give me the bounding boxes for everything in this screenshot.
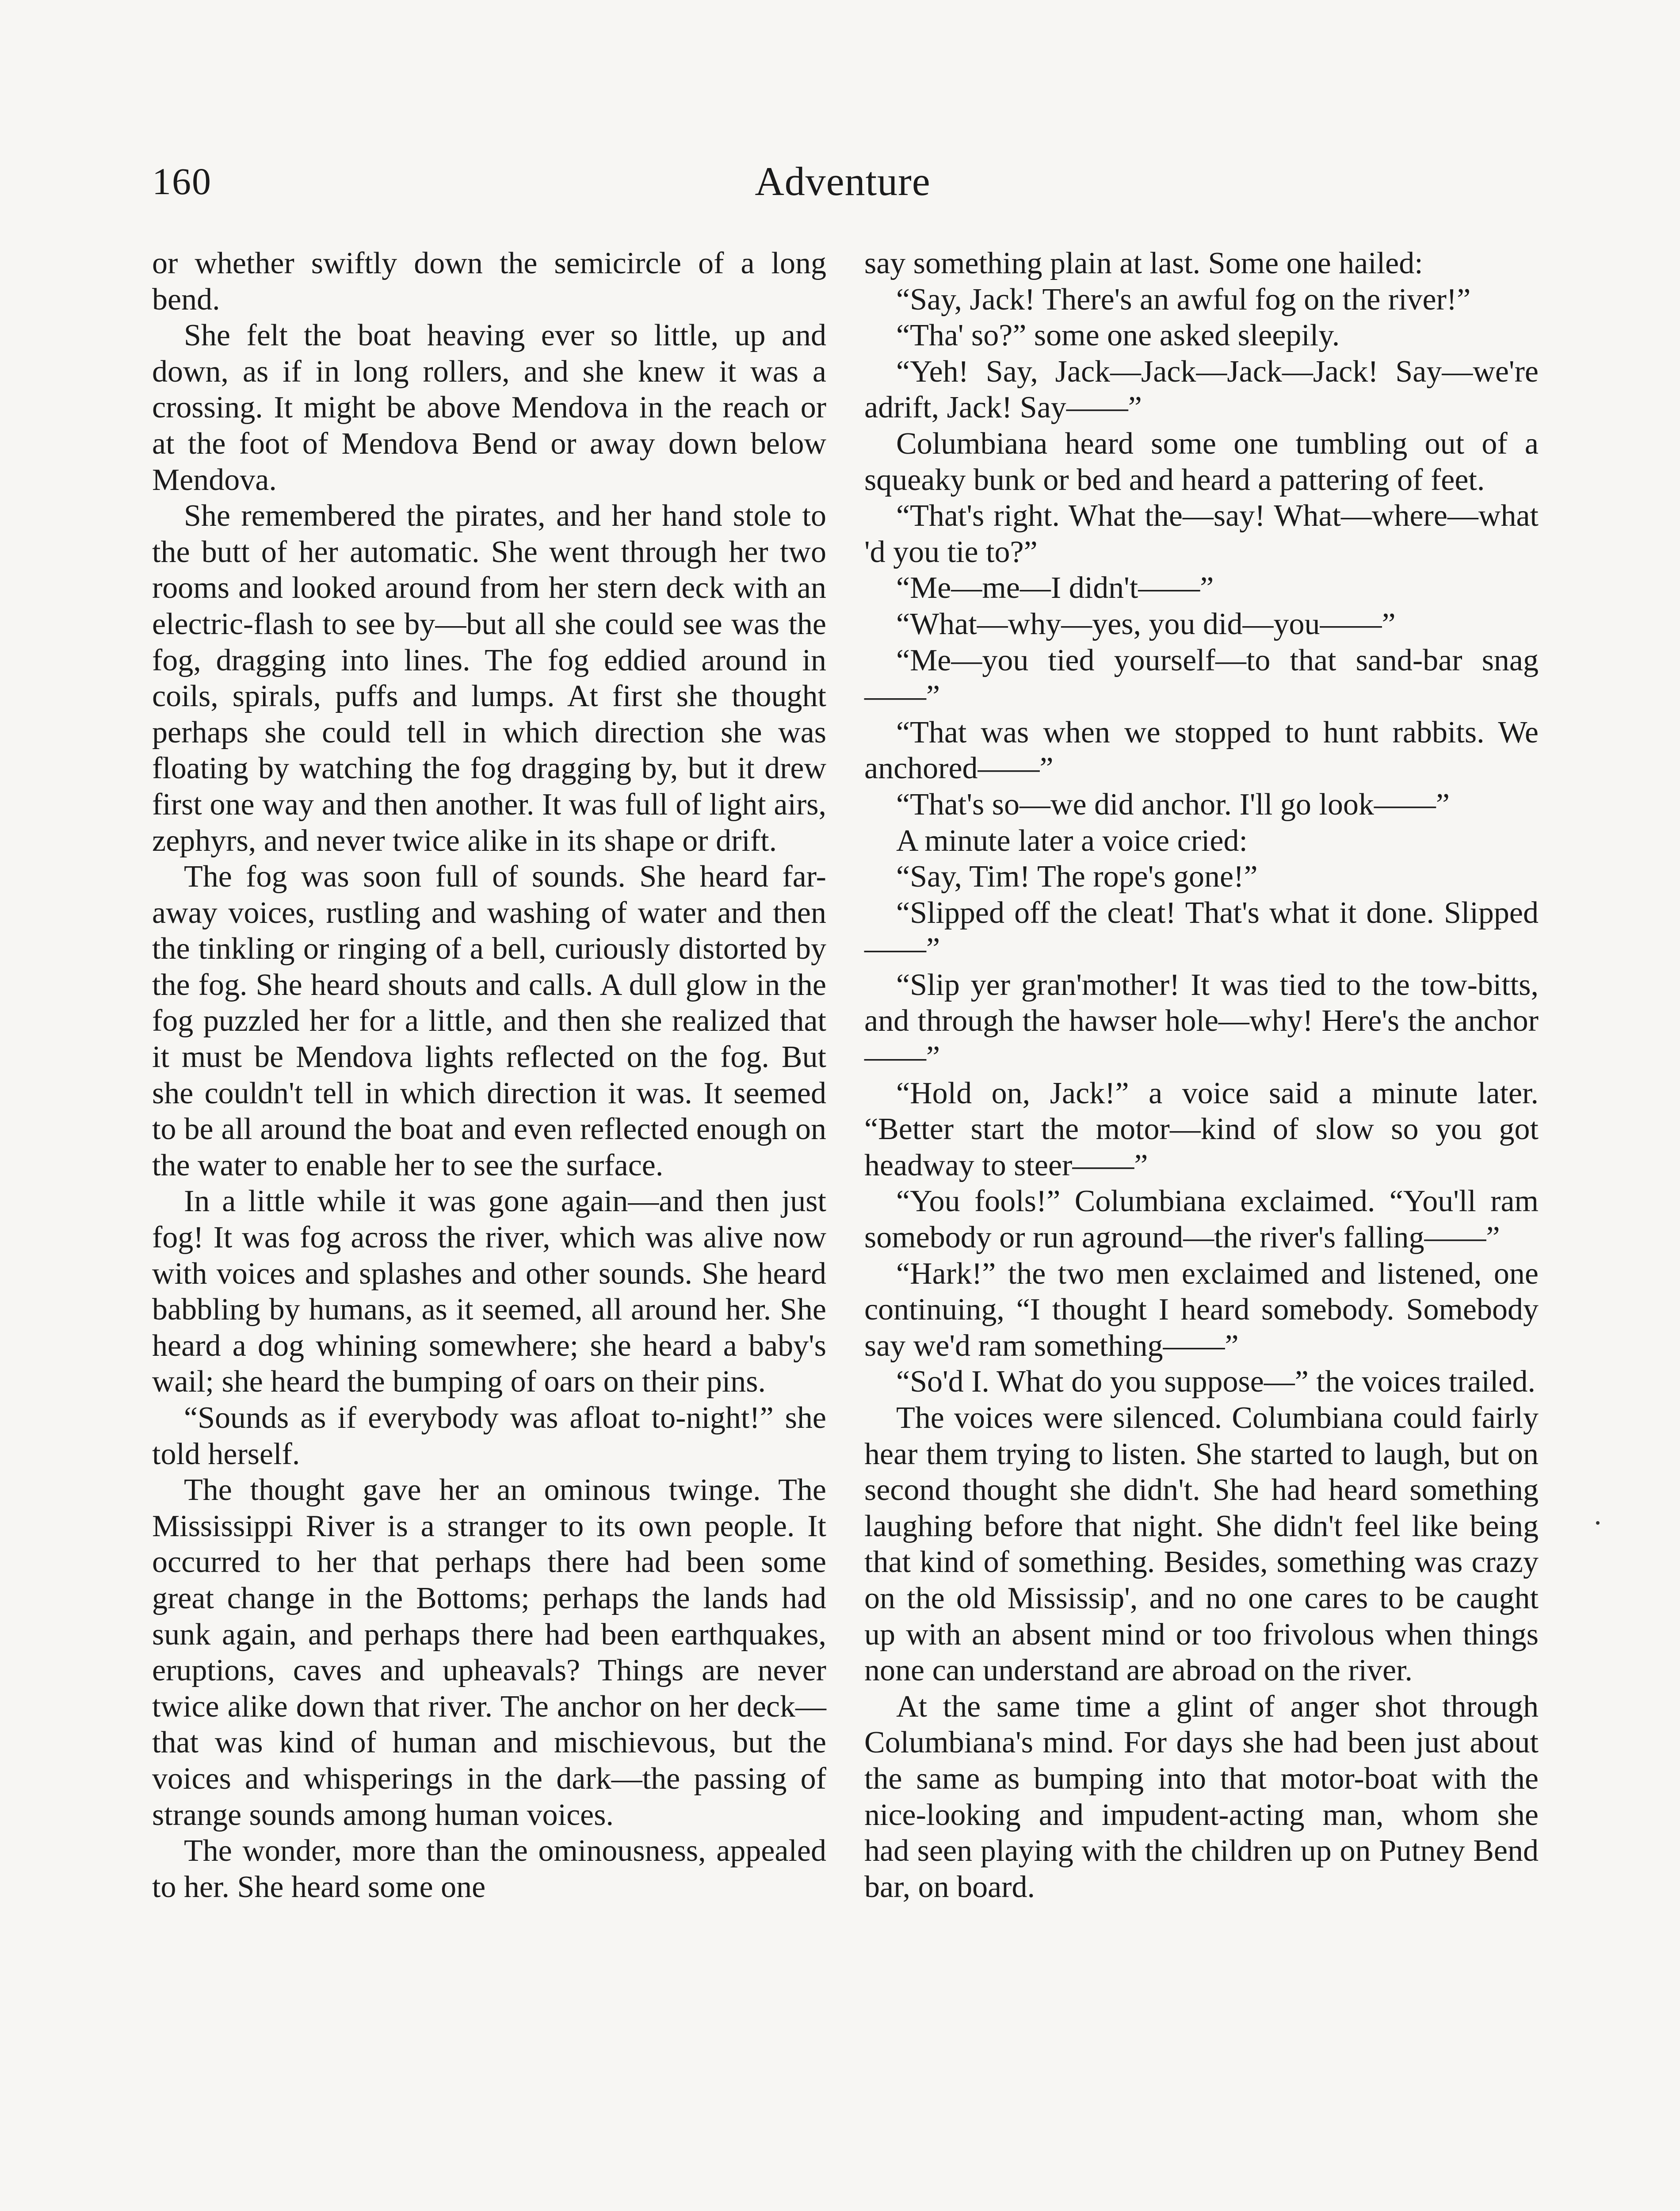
paragraph: The voices were silenced. Columbiana could fairly hear them trying to listen. She started to laugh, but on second thought she didn't. She had heard something laughing before that night. She didn't feel like being that kind of something. Besides, something was crazy on the old Mississip', and no one cares to be caught up with an absent mind or too frivolous when things none can understand are abroad on the river. — [864, 1401, 1539, 1688]
paragraph: “So'd I. What do you suppose—” the voices trailed. — [896, 1365, 1536, 1399]
page-header — [152, 153, 1533, 210]
paragraph: “Tha' so?” some one asked sleepily. — [896, 318, 1340, 353]
paragraph: “Hark!” the two men exclaimed and listened, one continuing, “I thought I heard somebody. Somebody say we'd ram something——” — [864, 1256, 1539, 1363]
paragraph: “Sounds as if everybody was afloat to-night!” she told herself. — [152, 1401, 826, 1471]
paragraph: “Me—you tied yourself—to that sand-bar snag——” — [864, 643, 1539, 714]
paragraph: In a little while it was gone again—and then just fog! It was fog across the river, which was alive now with voices and splashes and other sounds. She heard babbling by humans, as it seemed, all around her. She heard a dog whining somewhere; she heard a baby's wail; she heard the bumping of oars on their pins. — [152, 1184, 826, 1399]
paragraph: “That's right. What the—say! What—where—what 'd you tie to?” — [864, 499, 1539, 569]
left-text-column — [152, 245, 826, 1905]
paragraph: “Me—me—I didn't——” — [896, 571, 1214, 605]
paragraph: “Yeh! Say, Jack—Jack—Jack—Jack! Say—we're adrift, Jack! Say——” — [864, 354, 1539, 425]
paragraph: At the same time a glint of anger shot through Columbiana's mind. For days she had been just about the same as bumping into that motor-boat with the nice-looking and impudent-acting man, whom she had seen playing with the children up on Putney Bend bar, on board. — [864, 1689, 1539, 1904]
paragraph: “What—why—yes, you did—you——” — [896, 607, 1396, 641]
running-head-title: Adventure — [755, 159, 931, 204]
paragraph: “You fools!” Columbiana exclaimed. “You'll ram somebody or run aground—the river's falling——” — [864, 1184, 1539, 1255]
paragraph: The thought gave her an ominous twinge. The Mississippi River is a stranger to its own people. It occurred to her that perhaps there had been some great change in the Bottoms; perhaps the lands had sunk again, and perhaps there had been earthquakes, eruptions, caves and upheavals? Things are never twice alike down that river. The anchor on her deck—that was kind of human and mischievous, but the voices and whisperings in the dark—the passing of strange sounds among human voices. — [152, 1473, 826, 1832]
paragraph: The wonder, more than the ominousness, appealed to her. She heard some one — [152, 1834, 826, 1904]
paragraph: Columbiana heard some one tumbling out of a squeaky bunk or bed and heard a pattering of feet. — [864, 426, 1539, 497]
paragraph: The fog was soon full of sounds. She heard far-away voices, rustling and washing of water and then the tinkling or ringing of a bell, curiously distorted by the fog. She heard shouts and calls. A dull glow in the fog puzzled her for a little, and then she realized that it must be Mendova lights reflected on the fog. But she couldn't tell in which direction it was. It seemed to be all around the boat and even reflected enough on the water to enable her to see the surface. — [152, 860, 826, 1182]
paragraph: She felt the boat heaving ever so little, up and down, as if in long rollers, and she knew it was a crossing. It might be above Mendova in the reach or at the foot of Mendova Bend or away down below Mendova. — [152, 318, 826, 497]
paragraph: “That's so—we did anchor. I'll go look——” — [896, 787, 1450, 822]
paragraph: A minute later a voice cried: — [896, 823, 1248, 858]
paragraph: or whether swiftly down the semicircle of a long bend. — [152, 246, 826, 317]
paragraph: “Hold on, Jack!” a voice said a minute later. “Better start the motor—kind of slow so you got headway to steer——” — [864, 1076, 1539, 1182]
paragraph: say something plain at last. Some one hailed: — [864, 246, 1423, 280]
paragraph: “Say, Tim! The rope's gone!” — [896, 860, 1258, 894]
right-text-column — [864, 245, 1539, 1905]
paragraph: “Slip yer gran'mother! It was tied to the tow-bitts, and through the hawser hole—why! Here's the anchor——” — [864, 968, 1539, 1075]
ink-speck — [1596, 1521, 1600, 1525]
page-number: 160 — [152, 160, 212, 203]
paragraph: “Slipped off the cleat! That's what it done. Slipped——” — [864, 895, 1539, 966]
paragraph: “Say, Jack! There's an awful fog on the river!” — [896, 282, 1471, 317]
paragraph: “That was when we stopped to hunt rabbits. We anchored——” — [864, 715, 1539, 786]
paragraph: She remembered the pirates, and her hand stole to the butt of her automatic. She went through her two rooms and looked around from her stern deck with an electric-flash to see by—but all she could see was the fog, dragging into lines. The fog eddied around in coils, spirals, puffs and lumps. At first she thought perhaps she could tell in which direction she was floating by watching the fog dragging by, but it drew first one way and then another. It was full of light airs, zephyrs, and never twice alike in its shape or drift. — [152, 499, 826, 858]
